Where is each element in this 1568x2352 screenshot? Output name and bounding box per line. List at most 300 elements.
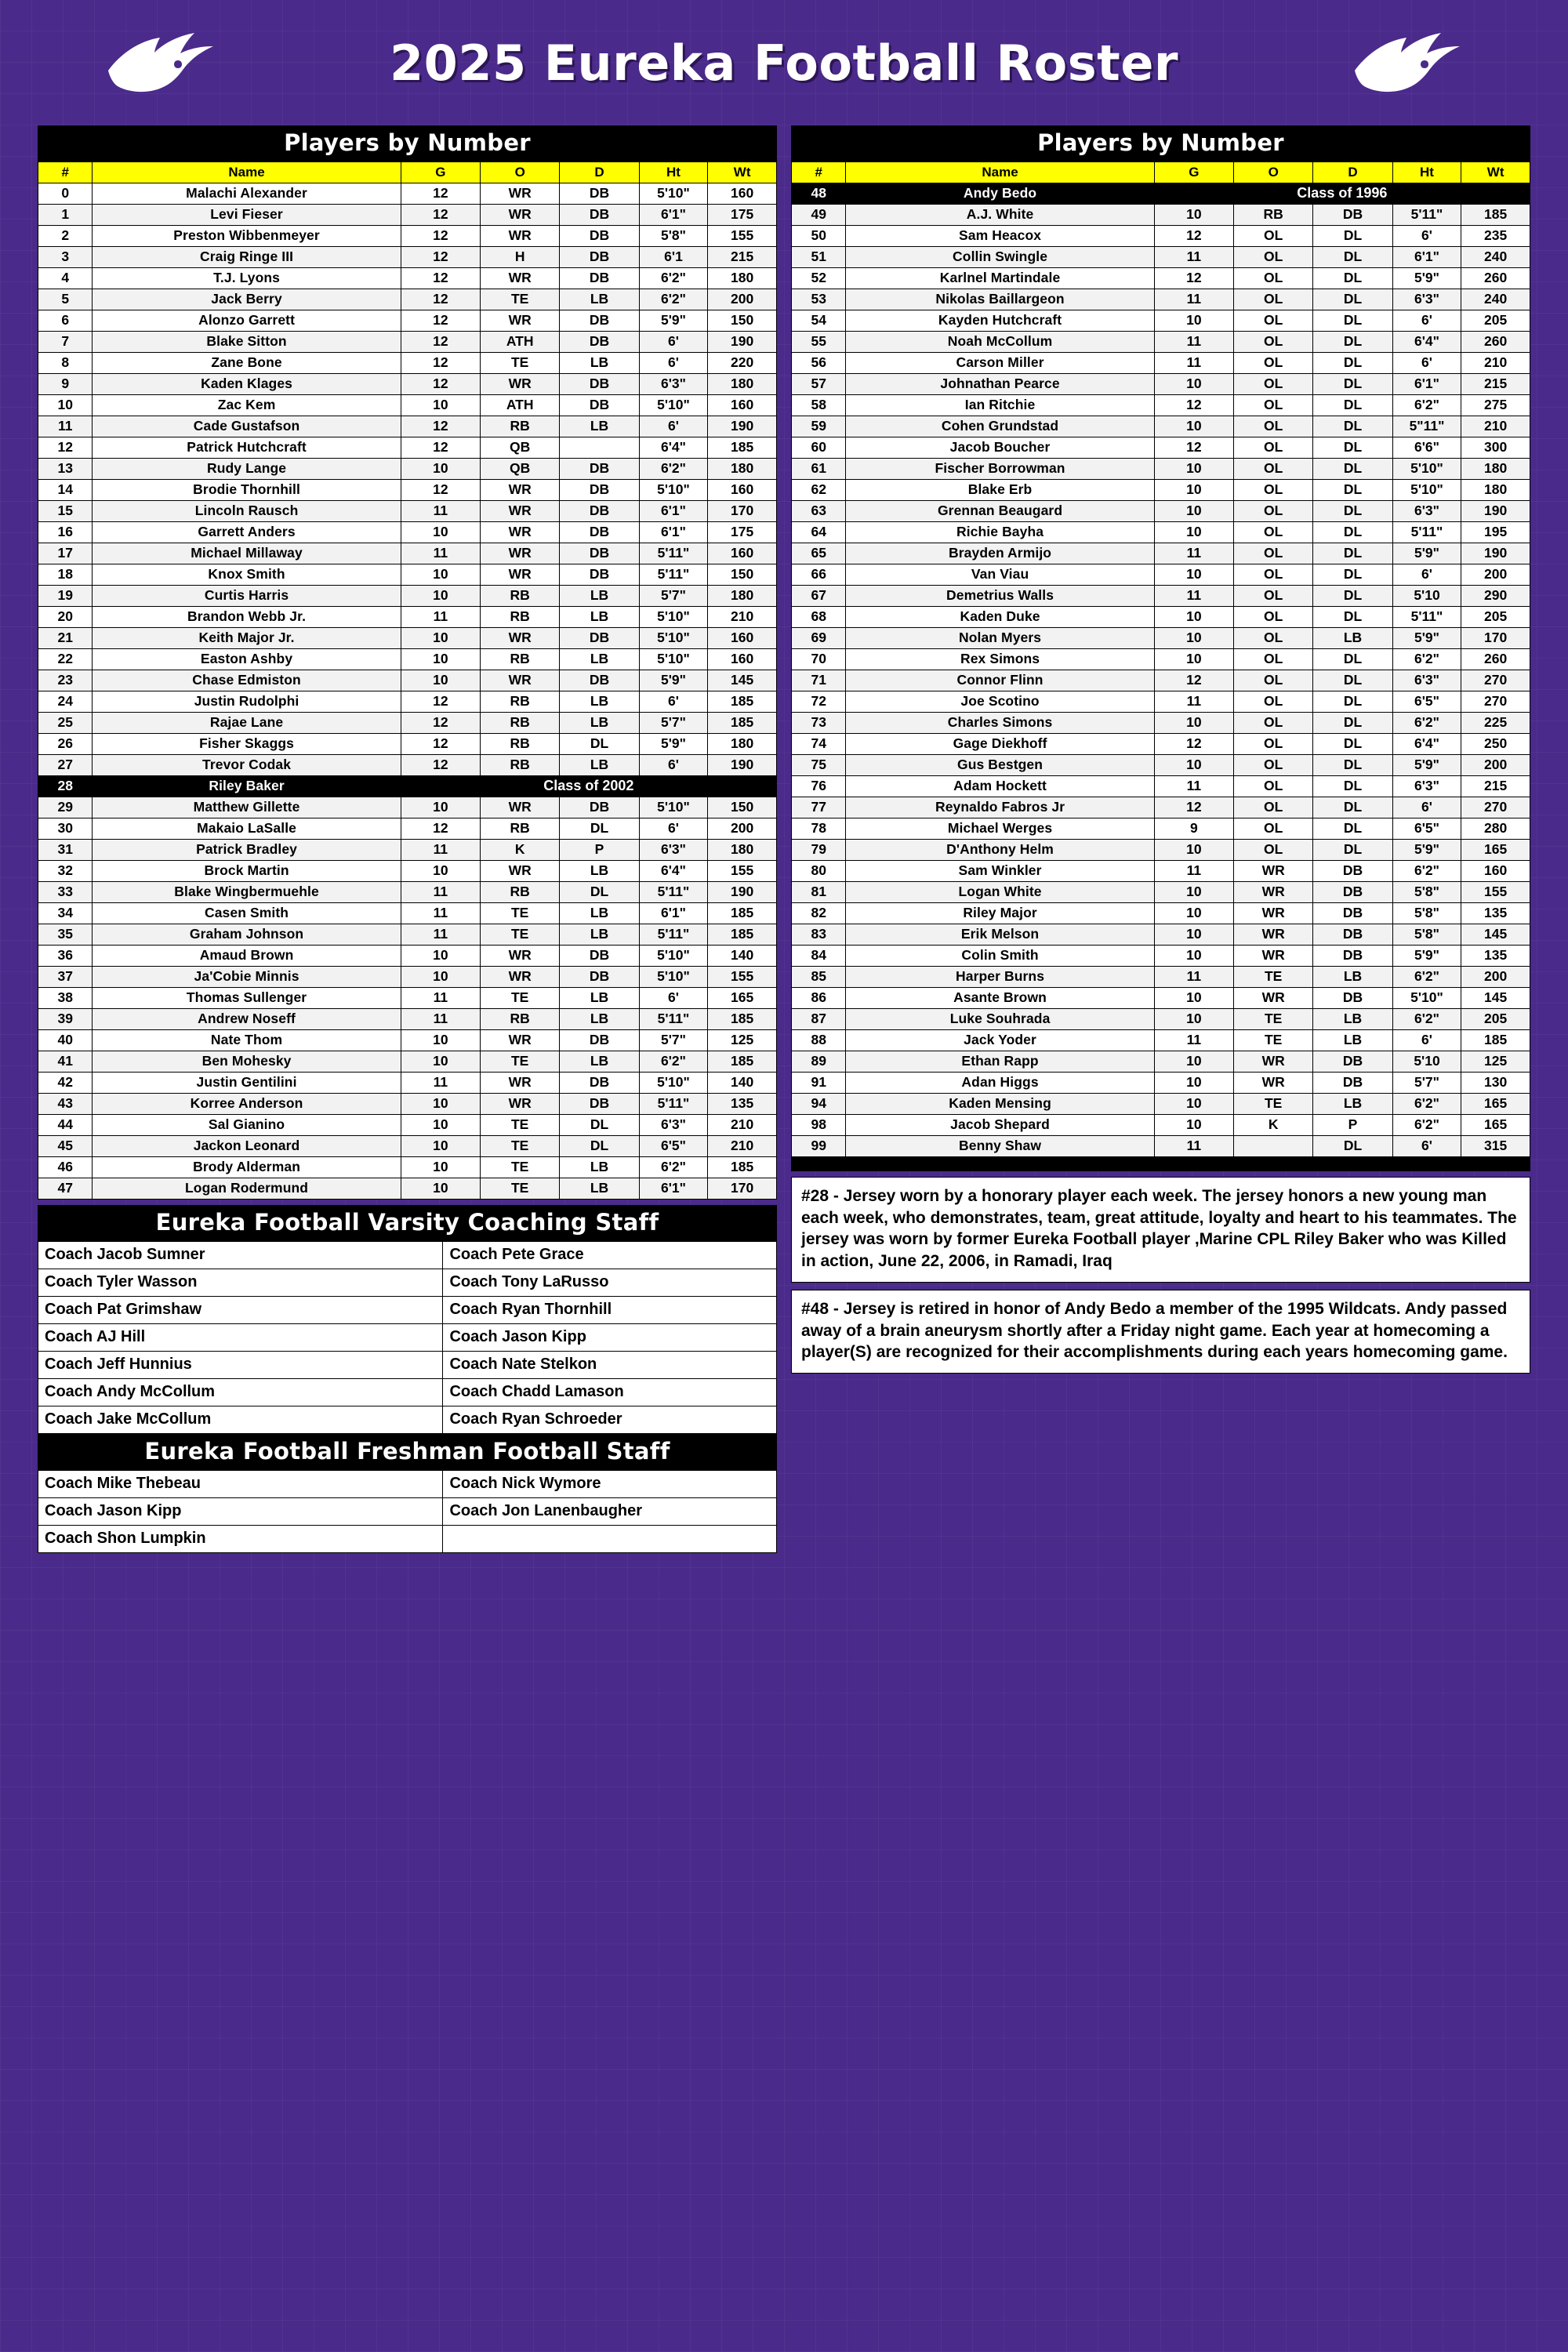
player-weight: 140: [708, 1073, 777, 1094]
player-height: 5'9": [1392, 628, 1461, 649]
player-defense: DL: [1313, 691, 1392, 713]
player-offense: WR: [1234, 946, 1313, 967]
player-defense: DL: [1313, 586, 1392, 607]
table-row: [38, 395, 777, 416]
column-header-weight: Wt: [708, 162, 777, 183]
table-row: [38, 670, 777, 691]
player-number: 22: [38, 649, 93, 670]
table-row: [38, 501, 777, 522]
player-weight: 150: [708, 310, 777, 332]
player-weight: 155: [708, 861, 777, 882]
player-offense: TE: [481, 924, 560, 946]
player-offense: RB: [481, 755, 560, 776]
player-height: 6'2": [1392, 1009, 1461, 1030]
table-row: [38, 374, 777, 395]
table-row: [38, 416, 777, 437]
player-grade: 10: [401, 967, 480, 988]
player-height: 6'3": [1392, 289, 1461, 310]
table-row: [38, 755, 777, 776]
player-number: 85: [792, 967, 846, 988]
player-number: 36: [38, 946, 93, 967]
player-name: Keith Major Jr.: [93, 628, 401, 649]
table-row: [38, 183, 777, 205]
player-number: 75: [792, 755, 846, 776]
player-weight: 180: [708, 734, 777, 755]
player-defense: P: [1313, 1115, 1392, 1136]
player-offense: OL: [1234, 776, 1313, 797]
player-number: 56: [792, 353, 846, 374]
player-name: Cohen Grundstad: [846, 416, 1154, 437]
player-name: Thomas Sullenger: [93, 988, 401, 1009]
player-height: 5'9": [1392, 755, 1461, 776]
table-row: [792, 374, 1530, 395]
player-name: Karlnel Martindale: [846, 268, 1154, 289]
player-defense: DB: [560, 628, 639, 649]
player-number: 55: [792, 332, 846, 353]
player-defense: LB: [560, 1157, 639, 1178]
player-grade: 11: [401, 1073, 480, 1094]
player-name: Rajae Lane: [93, 713, 401, 734]
player-weight: 145: [708, 670, 777, 691]
player-grade: 10: [401, 1136, 480, 1157]
right-column-spacer: [791, 1157, 1530, 1171]
player-defense: LB: [560, 1051, 639, 1073]
player-grade: 12: [401, 183, 480, 205]
player-number: 76: [792, 776, 846, 797]
coach-name: Coach Tyler Wasson: [38, 1269, 443, 1297]
player-defense: DB: [560, 480, 639, 501]
table-row: [792, 691, 1530, 713]
player-weight: 180: [708, 840, 777, 861]
coach-name: Coach Pete Grace: [443, 1242, 777, 1269]
player-offense: OL: [1234, 797, 1313, 818]
table-row: [38, 967, 777, 988]
player-offense: RB: [481, 713, 560, 734]
player-weight: 270: [1461, 797, 1530, 818]
player-weight: 180: [708, 459, 777, 480]
player-number: 14: [38, 480, 93, 501]
column-header-name: Name: [846, 162, 1154, 183]
player-weight: 315: [1461, 1136, 1530, 1157]
table-row: [792, 564, 1530, 586]
player-grade: 10: [1154, 205, 1233, 226]
player-height: 6'2": [639, 459, 708, 480]
table-row: [38, 247, 777, 268]
player-grade: 10: [1154, 840, 1233, 861]
coach-name: Coach Chadd Lamason: [443, 1379, 777, 1406]
player-grade: 10: [1154, 755, 1233, 776]
player-number: 60: [792, 437, 846, 459]
player-number: 1: [38, 205, 93, 226]
player-number: 23: [38, 670, 93, 691]
player-number: 4: [38, 268, 93, 289]
player-number: 16: [38, 522, 93, 543]
player-offense: TE: [481, 1051, 560, 1073]
player-weight: 220: [708, 353, 777, 374]
player-height: 6'2": [639, 1157, 708, 1178]
player-defense: DB: [1313, 1051, 1392, 1073]
player-number: 11: [38, 416, 93, 437]
player-offense: OL: [1234, 437, 1313, 459]
player-defense: LB: [560, 586, 639, 607]
player-number: 24: [38, 691, 93, 713]
player-weight: 270: [1461, 691, 1530, 713]
player-number: 61: [792, 459, 846, 480]
player-defense: DL: [1313, 1136, 1392, 1157]
staff-row: [38, 1269, 777, 1297]
player-defense: DL: [1313, 713, 1392, 734]
table-row: [792, 1030, 1530, 1051]
player-defense: DL: [1313, 522, 1392, 543]
player-defense: DB: [560, 374, 639, 395]
player-height: 5'9": [639, 670, 708, 691]
player-name: Charles Simons: [846, 713, 1154, 734]
player-grade: 11: [1154, 247, 1233, 268]
player-offense: WR: [481, 374, 560, 395]
player-grade: 10: [1154, 649, 1233, 670]
player-grade: 10: [401, 1051, 480, 1073]
player-offense: WR: [481, 564, 560, 586]
player-height: 5'7": [1392, 1073, 1461, 1094]
player-weight: 290: [1461, 586, 1530, 607]
player-defense: DB: [560, 205, 639, 226]
player-weight: 185: [708, 903, 777, 924]
staff-row: [38, 1324, 777, 1352]
player-name: Craig Ringe III: [93, 247, 401, 268]
left-column: [38, 125, 777, 1553]
player-weight: 165: [1461, 1094, 1530, 1115]
table-row: [792, 226, 1530, 247]
player-name: A.J. White: [846, 205, 1154, 226]
player-height: 5'11": [639, 564, 708, 586]
player-name: Justin Gentilini: [93, 1073, 401, 1094]
player-name: Kaden Klages: [93, 374, 401, 395]
player-height: 5'9": [1392, 840, 1461, 861]
player-offense: OL: [1234, 840, 1313, 861]
player-name: Fisher Skaggs: [93, 734, 401, 755]
player-name: Blake Sitton: [93, 332, 401, 353]
player-grade: 12: [401, 734, 480, 755]
player-offense: WR: [1234, 882, 1313, 903]
player-height: 5'7": [639, 1030, 708, 1051]
player-height: 6'6": [1392, 437, 1461, 459]
player-number: 86: [792, 988, 846, 1009]
player-grade: 11: [1154, 586, 1233, 607]
player-weight: 170: [708, 1178, 777, 1200]
player-number: 29: [38, 797, 93, 818]
player-defense: DB: [1313, 946, 1392, 967]
player-height: 6'5": [1392, 691, 1461, 713]
player-offense: TE: [481, 988, 560, 1009]
player-name: T.J. Lyons: [93, 268, 401, 289]
player-weight: 160: [708, 395, 777, 416]
player-name: Gage Diekhoff: [846, 734, 1154, 755]
player-grade: 10: [1154, 480, 1233, 501]
player-offense: OL: [1234, 755, 1313, 776]
player-height: 5'9": [1392, 543, 1461, 564]
table-row: [792, 1051, 1530, 1073]
player-name: Andy Bedo: [846, 183, 1154, 205]
player-defense: DB: [560, 247, 639, 268]
player-offense: OL: [1234, 459, 1313, 480]
player-defense: LB: [1313, 1009, 1392, 1030]
player-weight: 125: [708, 1030, 777, 1051]
player-number: 78: [792, 818, 846, 840]
player-weight: 215: [1461, 374, 1530, 395]
player-number: 88: [792, 1030, 846, 1051]
player-number: 54: [792, 310, 846, 332]
player-grade: 12: [1154, 670, 1233, 691]
player-offense: TE: [481, 353, 560, 374]
player-offense: TE: [1234, 1030, 1313, 1051]
player-height: 6'2": [639, 289, 708, 310]
table-row: [792, 353, 1530, 374]
coach-name: Coach Jeff Hunnius: [38, 1352, 443, 1379]
column-header-grade: G: [401, 162, 480, 183]
player-grade: 10: [401, 797, 480, 818]
player-number: 39: [38, 1009, 93, 1030]
player-name: Carson Miller: [846, 353, 1154, 374]
staff-row: [38, 1498, 777, 1526]
player-offense: QB: [481, 459, 560, 480]
staff-row: [38, 1406, 777, 1434]
player-grade: 10: [401, 1178, 480, 1200]
player-name: Korree Anderson: [93, 1094, 401, 1115]
player-grade: 12: [401, 353, 480, 374]
coach-name: Coach Shon Lumpkin: [38, 1526, 443, 1553]
player-weight: 190: [1461, 501, 1530, 522]
player-grade: 12: [1154, 797, 1233, 818]
player-defense: DL: [1313, 776, 1392, 797]
player-name: Logan White: [846, 882, 1154, 903]
player-weight: 150: [708, 564, 777, 586]
player-name: Riley Baker: [93, 776, 401, 797]
player-offense: WR: [481, 946, 560, 967]
player-grade: 10: [401, 395, 480, 416]
player-number: 33: [38, 882, 93, 903]
player-number: 38: [38, 988, 93, 1009]
player-grade: 12: [401, 818, 480, 840]
player-name: Chase Edmiston: [93, 670, 401, 691]
player-name: Levi Fieser: [93, 205, 401, 226]
player-defense: DB: [560, 946, 639, 967]
player-name: Alonzo Garrett: [93, 310, 401, 332]
player-name: Patrick Bradley: [93, 840, 401, 861]
player-number: 57: [792, 374, 846, 395]
coach-name: Coach Jason Kipp: [443, 1324, 777, 1352]
table-row: [38, 564, 777, 586]
column-header-name: Name: [93, 162, 401, 183]
player-offense: OL: [1234, 564, 1313, 586]
player-defense: DL: [1313, 564, 1392, 586]
table-row: [792, 670, 1530, 691]
player-name: Collin Swingle: [846, 247, 1154, 268]
player-number: 40: [38, 1030, 93, 1051]
player-defense: LB: [560, 988, 639, 1009]
player-weight: 205: [1461, 310, 1530, 332]
player-weight: 205: [1461, 1009, 1530, 1030]
player-defense: DB: [1313, 1073, 1392, 1094]
player-defense: LB: [560, 353, 639, 374]
player-name: Connor Flinn: [846, 670, 1154, 691]
table-row: [38, 522, 777, 543]
table-row: [792, 734, 1530, 755]
player-height: 6': [1392, 797, 1461, 818]
player-name: Patrick Hutchcraft: [93, 437, 401, 459]
player-number: 72: [792, 691, 846, 713]
player-name: Ja'Cobie Minnis: [93, 967, 401, 988]
player-grade: 12: [401, 247, 480, 268]
player-name: Brayden Armijo: [846, 543, 1154, 564]
player-weight: 185: [708, 1051, 777, 1073]
column-header-height: Ht: [1392, 162, 1461, 183]
player-number: 41: [38, 1051, 93, 1073]
player-name: D'Anthony Helm: [846, 840, 1154, 861]
player-offense: RB: [481, 818, 560, 840]
player-weight: 165: [1461, 840, 1530, 861]
player-height: 6'3": [1392, 501, 1461, 522]
player-height: 6'4": [639, 861, 708, 882]
player-grade: 10: [1154, 310, 1233, 332]
player-grade: 10: [1154, 713, 1233, 734]
table-row: [792, 649, 1530, 670]
player-weight: 185: [708, 713, 777, 734]
table-row: [38, 861, 777, 882]
player-offense: OL: [1234, 374, 1313, 395]
player-grade: 11: [1154, 332, 1233, 353]
table-row: [792, 522, 1530, 543]
coach-name: Coach Jon Lanenbaugher: [443, 1498, 777, 1526]
player-grade: 11: [1154, 861, 1233, 882]
coach-name: Coach Jacob Sumner: [38, 1242, 443, 1269]
player-name: Van Viau: [846, 564, 1154, 586]
table-row: [38, 1178, 777, 1200]
player-defense: DL: [1313, 755, 1392, 776]
player-grade: 11: [401, 903, 480, 924]
player-number: 65: [792, 543, 846, 564]
column-header-height: Ht: [639, 162, 708, 183]
table-row: [38, 353, 777, 374]
player-height: 5'11": [639, 924, 708, 946]
player-defense: DL: [1313, 734, 1392, 755]
column-header-number: #: [792, 162, 846, 183]
table-row: [38, 1073, 777, 1094]
player-height: 5'11": [1392, 522, 1461, 543]
player-number: 12: [38, 437, 93, 459]
player-weight: 250: [1461, 734, 1530, 755]
player-name: Asante Brown: [846, 988, 1154, 1009]
player-defense: DL: [560, 1136, 639, 1157]
player-name: Kaden Mensing: [846, 1094, 1154, 1115]
player-weight: 190: [708, 882, 777, 903]
player-number: 68: [792, 607, 846, 628]
table-row: [792, 332, 1530, 353]
table-row: [792, 205, 1530, 226]
player-height: 5'10": [1392, 459, 1461, 480]
player-defense: DB: [560, 310, 639, 332]
player-height: 6': [1392, 226, 1461, 247]
player-defense: LB: [560, 416, 639, 437]
player-defense: DB: [560, 501, 639, 522]
player-offense: WR: [481, 310, 560, 332]
player-height: 5'11": [1392, 607, 1461, 628]
table-row: [792, 903, 1530, 924]
player-number: 21: [38, 628, 93, 649]
player-number: 50: [792, 226, 846, 247]
player-weight: 175: [708, 522, 777, 543]
note-jersey-28: #28 - Jersey worn by a honorary player each week. The jersey honors a new young man each week, who demonstrates, team, great attitude, loyalty and heart to his teammates. The jersey was worn by former Eureka Football player ,Marine CPL Riley Baker who was Killed in action, June 22, 2006, in Ramadi, Iraq: [791, 1177, 1530, 1283]
player-offense: WR: [481, 967, 560, 988]
player-weight: 180: [708, 374, 777, 395]
table-row: [38, 649, 777, 670]
left-table-band: Players by Number: [38, 125, 777, 162]
player-defense: DL: [560, 818, 639, 840]
player-number: 58: [792, 395, 846, 416]
player-number: 63: [792, 501, 846, 522]
player-defense: DL: [1313, 353, 1392, 374]
player-number: 83: [792, 924, 846, 946]
player-weight: 160: [708, 183, 777, 205]
wildcat-logo-icon: [1348, 22, 1466, 104]
table-row: [792, 1115, 1530, 1136]
player-weight: 190: [708, 332, 777, 353]
player-offense: OL: [1234, 289, 1313, 310]
player-defense: DB: [1313, 205, 1392, 226]
player-offense: WR: [481, 226, 560, 247]
player-grade: 10: [1154, 1073, 1233, 1094]
player-weight: 210: [708, 607, 777, 628]
player-weight: 160: [1461, 861, 1530, 882]
class-note: Class of 2002: [401, 776, 776, 797]
player-height: 5'10": [639, 607, 708, 628]
player-height: 6'3": [639, 1115, 708, 1136]
coach-name: [443, 1526, 777, 1553]
player-grade: 10: [401, 564, 480, 586]
page-footer: [0, 1553, 1568, 1584]
player-number: 15: [38, 501, 93, 522]
player-grade: 11: [1154, 1030, 1233, 1051]
player-height: 5'10": [639, 183, 708, 205]
player-weight: 275: [1461, 395, 1530, 416]
player-grade: 12: [1154, 734, 1233, 755]
player-number: 84: [792, 946, 846, 967]
player-offense: OL: [1234, 691, 1313, 713]
player-height: 5'11": [639, 882, 708, 903]
player-name: Jacob Shepard: [846, 1115, 1154, 1136]
player-defense: LB: [1313, 967, 1392, 988]
player-height: 6'5": [1392, 818, 1461, 840]
table-row: [792, 289, 1530, 310]
staff-row: [38, 1379, 777, 1406]
player-weight: 135: [1461, 903, 1530, 924]
player-defense: LB: [560, 607, 639, 628]
player-weight: 200: [1461, 967, 1530, 988]
player-defense: DL: [560, 734, 639, 755]
player-offense: RB: [481, 1009, 560, 1030]
player-offense: QB: [481, 437, 560, 459]
coach-name: Coach Ryan Thornhill: [443, 1297, 777, 1324]
player-name: Nikolas Baillargeon: [846, 289, 1154, 310]
player-offense: [1234, 1136, 1313, 1157]
player-name: Makaio LaSalle: [93, 818, 401, 840]
table-row: [38, 988, 777, 1009]
player-grade: 11: [401, 501, 480, 522]
player-grade: 10: [401, 1157, 480, 1178]
player-offense: WR: [481, 183, 560, 205]
player-height: 6': [1392, 1030, 1461, 1051]
player-offense: OL: [1234, 522, 1313, 543]
player-height: 6'2": [639, 268, 708, 289]
